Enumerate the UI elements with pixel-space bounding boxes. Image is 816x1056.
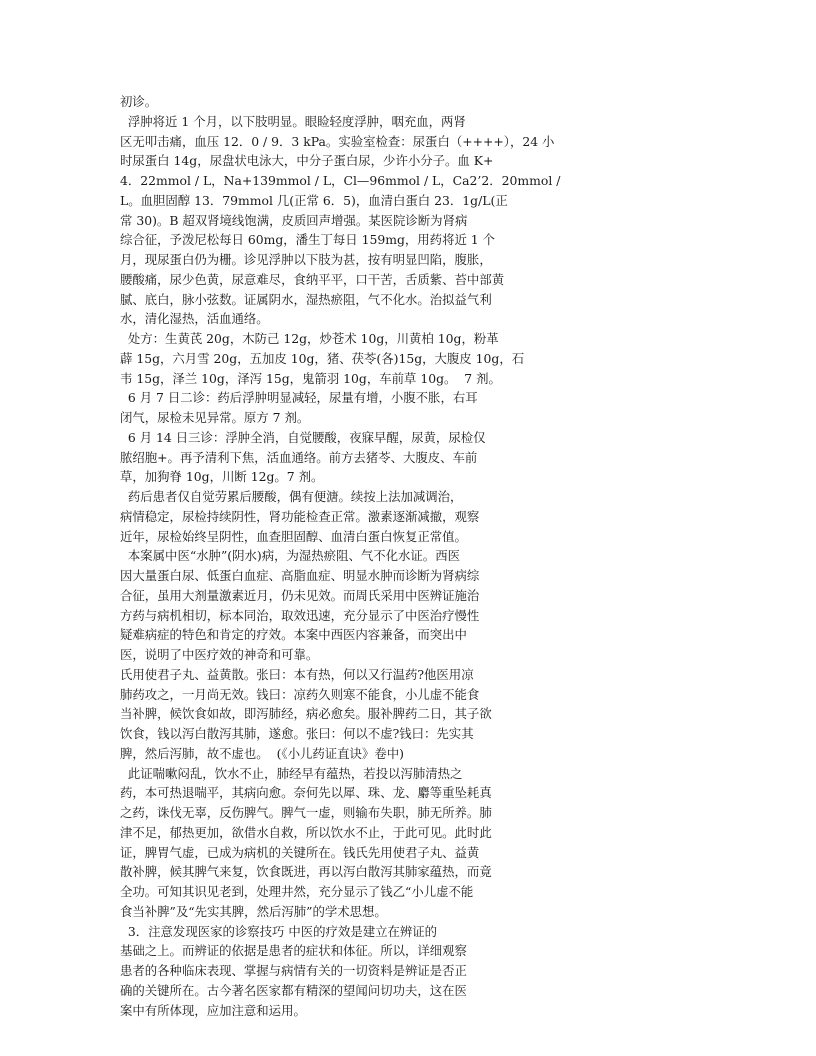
text-line: 药后患者仅自觉劳累后腰酸，偶有便溏。续按上法加减调治，: [120, 489, 463, 504]
text-line: 药，本可热退喘平，其病向愈。奈何先以犀、珠、龙、麝等重坠耗真: [120, 785, 492, 801]
text-line: 全功。可知其识见老到，处理井然，充分显示了钱乙“小儿虚不能: [120, 884, 474, 899]
text-line: 之药，诛伐无辜，反伤脾气。脾气一虚，则输布失职，肺无所养。肺: [120, 805, 492, 820]
text-line: 处方：生黄芪 20g，木防己 12g，炒苍术 10g，川黄柏 10g，粉革: [120, 331, 499, 346]
text-line: 方药与病机相切，标本同治，取效迅速，充分显示了中医治疗慢性: [120, 607, 480, 623]
text-line: 本案属中医“水肿”(阴水)病，为湿热瘀阻、气不化水证。西医: [120, 548, 460, 564]
body-text: [120, 92, 590, 1020]
text-line: 腰酸痛，尿少色黄，尿意难尽，食纳平平，口干苦，舌质紫、苔中部黄: [120, 271, 505, 287]
text-line: 浮肿将近 1 个月，以下肢明显。眼睑轻度浮肿，咽充血，两肾: [120, 113, 466, 129]
text-line: 案中有所体现，应加注意和运用。: [120, 1002, 306, 1018]
text-line: 确的关键所在。古今著名医家都有精深的望闻问切功夫，这在医: [120, 982, 467, 998]
text-line: 病情稳定，尿检持续阴性，肾功能检查正常。激素逐渐减撤，观察: [120, 508, 480, 524]
text-line: 因大量蛋白尿、低蛋白血症、高脂血症、明显水肿而诊断为肾病综: [120, 568, 480, 583]
text-line: 近年，尿检始终呈阴性，血查胆固醇、血清白蛋白恢复正常值。: [120, 528, 467, 544]
text-line: 当补脾，候饮食如故，即泻肺经，病必愈矣。服补脾药二日，其子欲: [120, 706, 492, 722]
text-line: 腻、底白，脉小弦数。证属阴水，湿热瘀阻，气不化水。治拟益气利: [120, 291, 492, 307]
text-line: 津不足，郁热更加，欲借水自救，所以饮水不止，于此可见。此时此: [120, 824, 492, 840]
text-line: 合征，虽用大剂量激素近月，仍未见效。而周氏采用中医辨证施治: [120, 587, 480, 603]
text-line: 患者的各种临床表现、掌握与病情有关的一切资料是辨证是否正: [120, 963, 467, 978]
text-line: 4．22mmol / L，Na+139mmol / L，Cl—96mmol / L，Ca2’2．20mmol /: [120, 173, 561, 188]
text-line: 此证喘嗽闷乱，饮水不止，肺经早有蕴热，若投以泻肺清热之: [120, 765, 463, 781]
text-line: 韦 15g，泽兰 10g，泽泻 15g，鬼箭羽 10g，车前草 10g。 7 剂。: [120, 370, 501, 386]
text-line: 医，说明了中医疗效的神奇和可靠。: [120, 647, 319, 662]
text-line: 脾，然后泻肺，故不虚也。 (《小儿药证直诀》卷中): [120, 745, 404, 761]
text-line: 散补脾，候其脾气来复，饮食既进，再以泻白散泻其肺家蕴热，而竟: [120, 864, 492, 880]
text-line: 肺药攻之，一月尚无效。钱曰：凉药久则寒不能食，小儿虚不能食: [120, 686, 480, 702]
text-line: 脓绍胞+。再予清利下焦，活血通络。前方去猪苓、大腹皮、车前: [120, 449, 478, 465]
text-line: 饮食，钱以泻白散泻其肺，遂愈。张曰：何以不虚?钱曰：先实其: [120, 726, 474, 741]
text-line: 草，加狗脊 10g，川断 12g。7 剂。: [120, 469, 324, 485]
text-line: L。血胆固醇 13．79mmol 几(正常 6．5)，血清白蛋白 23．1g/L(正: [120, 192, 508, 208]
text-line: 6 月 14 日三诊：浮肿全消，自觉腰酸，夜寐早醒，尿黄，尿检仅: [120, 429, 486, 445]
text-line: 初诊。: [120, 94, 158, 109]
text-line: 综合征，予泼尼松每日 60mg，潘生丁每日 159mg，用药将近 1 个: [120, 232, 496, 248]
text-line: 6 月 7 日二诊：药后浮肿明显减轻，尿量有增，小腹不胀，右耳: [120, 390, 478, 406]
text-line: 食当补脾”及“先实其脾，然后泻肺”的学术思想。: [120, 903, 387, 919]
text-line: 疑难病症的特色和肯定的疗效。本案中西医内容兼备，而突出中: [120, 627, 467, 643]
text-line: 区无叩击痛，血压 12．0 / 9．3 kPa。实验室检查：尿蛋白（++++），24 小: [120, 133, 555, 149]
text-line: 时尿蛋白 14g，尿盘状电泳大，中分子蛋白尿，少许小分子。血 K+: [120, 153, 494, 169]
text-line: 月，现尿蛋白仍为栅。诊见浮肿以下肢为甚，按有明显凹陷，腹胀，: [120, 252, 492, 267]
text-line: 基础之上。而辨证的依据是患者的症状和体征。所以，详细观察: [120, 943, 467, 959]
text-line: 薜 15g，六月雪 20g，五加皮 10g，猪、茯苓(各)15g，大腹皮 10g，石: [120, 350, 525, 366]
text-line: 水，清化湿热，活血通络。: [120, 311, 269, 327]
text-line: 氏用使君子丸、益黄散。张曰：本有热，何以又行温药?他医用凉: [120, 666, 474, 682]
text-line: 闭气，尿检未见异常。原方 7 剂。: [120, 410, 310, 425]
text-line: 常 30)。B 超双肾境线饱满，皮质回声增强。某医院诊断为肾病: [120, 212, 468, 228]
text-line: 3．注意发现医家的诊察技巧 中医的疗效是建立在辨证的: [120, 923, 438, 939]
text-line: 证，脾胃气虚，已成为病机的关键所在。钱氏先用使君子丸、益黄: [120, 844, 480, 860]
